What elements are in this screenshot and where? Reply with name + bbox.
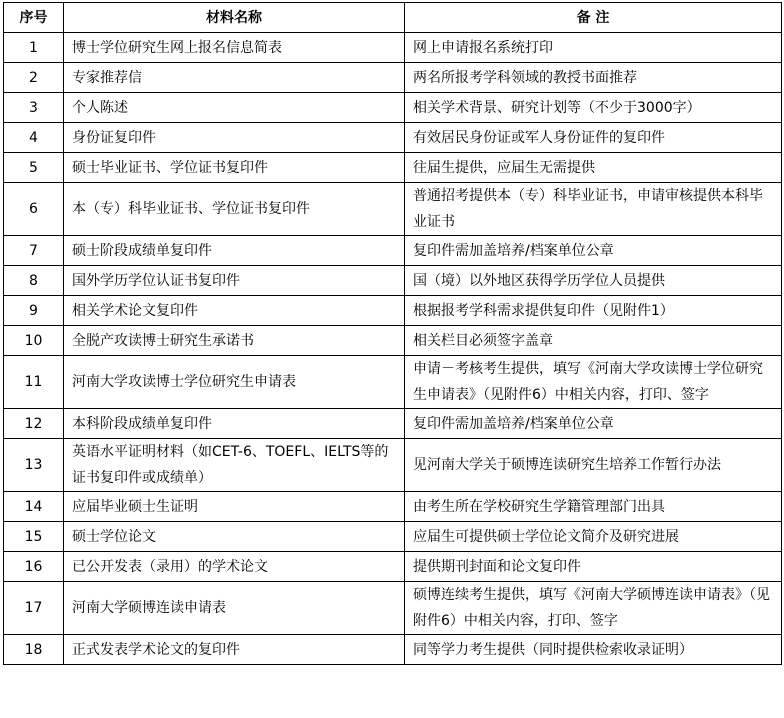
- material-name: 应届毕业硕士生证明: [64, 492, 405, 522]
- material-name: 河南大学攻读博士学位研究生申请表: [64, 356, 405, 409]
- material-name: 本（专）科毕业证书、学位证书复印件: [64, 183, 405, 236]
- row-number: 13: [4, 439, 64, 492]
- material-name: 专家推荐信: [64, 63, 405, 93]
- material-note: 硕博连续考生提供，填写《河南大学硕博连读申请表》（见附件6）中相关内容，打印、签字: [405, 582, 782, 635]
- row-number: 6: [4, 183, 64, 236]
- material-note: 同等学力考生提供（同时提供检索收录证明）: [405, 635, 782, 665]
- table-body: [4, 33, 782, 665]
- table-row: [4, 582, 782, 635]
- material-name: 英语水平证明材料（如CET-6、TOEFL、IELTS等的证书复印件或成绩单）: [64, 439, 405, 492]
- material-note: 相关栏目必须签字盖章: [405, 326, 782, 356]
- row-number: 10: [4, 326, 64, 356]
- row-number: 9: [4, 296, 64, 326]
- header-row: [4, 3, 782, 33]
- material-name: 博士学位研究生网上报名信息简表: [64, 33, 405, 63]
- material-name: 硕士阶段成绩单复印件: [64, 236, 405, 266]
- material-name: 国外学历学位认证书复印件: [64, 266, 405, 296]
- material-name: 个人陈述: [64, 93, 405, 123]
- row-number: 4: [4, 123, 64, 153]
- row-number: 1: [4, 33, 64, 63]
- material-note: 见河南大学关于硕博连读研究生培养工作暂行办法: [405, 439, 782, 492]
- table-row: [4, 93, 782, 123]
- row-number: 16: [4, 552, 64, 582]
- row-number: 17: [4, 582, 64, 635]
- material-note: 申请－考核考生提供，填写《河南大学攻读博士学位研究生申请表》（见附件6）中相关内容，打印、签字: [405, 356, 782, 409]
- material-name: 硕士学位论文: [64, 522, 405, 552]
- table-row: [4, 236, 782, 266]
- row-number: 15: [4, 522, 64, 552]
- header-name: 材料名称: [64, 3, 405, 33]
- row-number: 18: [4, 635, 64, 665]
- material-note: 提供期刊封面和论文复印件: [405, 552, 782, 582]
- table-row: [4, 266, 782, 296]
- material-note: 往届生提供，应届生无需提供: [405, 153, 782, 183]
- row-number: 7: [4, 236, 64, 266]
- material-note: 网上申请报名系统打印: [405, 33, 782, 63]
- materials-table: [3, 2, 782, 665]
- table-row: [4, 635, 782, 665]
- material-note: 两名所报考学科领域的教授书面推荐: [405, 63, 782, 93]
- table-row: [4, 153, 782, 183]
- table-row: [4, 409, 782, 439]
- table-row: [4, 439, 782, 492]
- row-number: 14: [4, 492, 64, 522]
- material-note: 有效居民身份证或军人身份证件的复印件: [405, 123, 782, 153]
- row-number: 5: [4, 153, 64, 183]
- table-row: [4, 63, 782, 93]
- table-row: [4, 33, 782, 63]
- material-note: 相关学术背景、研究计划等（不少于3000字）: [405, 93, 782, 123]
- header-no: 序号: [4, 3, 64, 33]
- header-note: 备 注: [405, 3, 782, 33]
- row-number: 2: [4, 63, 64, 93]
- material-note: 由考生所在学校研究生学籍管理部门出具: [405, 492, 782, 522]
- material-name: 已公开发表（录用）的学术论文: [64, 552, 405, 582]
- material-name: 全脱产攻读博士研究生承诺书: [64, 326, 405, 356]
- material-note: 根据报考学科需求提供复印件（见附件1）: [405, 296, 782, 326]
- row-number: 8: [4, 266, 64, 296]
- material-note: 复印件需加盖培养/档案单位公章: [405, 236, 782, 266]
- material-note: 复印件需加盖培养/档案单位公章: [405, 409, 782, 439]
- material-name: 身份证复印件: [64, 123, 405, 153]
- table-row: [4, 326, 782, 356]
- table-row: [4, 552, 782, 582]
- material-note: 国（境）以外地区获得学历学位人员提供: [405, 266, 782, 296]
- table-row: [4, 183, 782, 236]
- material-name: 河南大学硕博连读申请表: [64, 582, 405, 635]
- table-row: [4, 492, 782, 522]
- table-row: [4, 356, 782, 409]
- material-name: 正式发表学术论文的复印件: [64, 635, 405, 665]
- material-note: 普通招考提供本（专）科毕业证书，申请审核提供本科毕业证书: [405, 183, 782, 236]
- material-note: 应届生可提供硕士学位论文简介及研究进展: [405, 522, 782, 552]
- table-row: [4, 296, 782, 326]
- row-number: 3: [4, 93, 64, 123]
- material-name: 相关学术论文复印件: [64, 296, 405, 326]
- table-row: [4, 123, 782, 153]
- material-name: 本科阶段成绩单复印件: [64, 409, 405, 439]
- row-number: 11: [4, 356, 64, 409]
- row-number: 12: [4, 409, 64, 439]
- material-name: 硕士毕业证书、学位证书复印件: [64, 153, 405, 183]
- table-row: [4, 522, 782, 552]
